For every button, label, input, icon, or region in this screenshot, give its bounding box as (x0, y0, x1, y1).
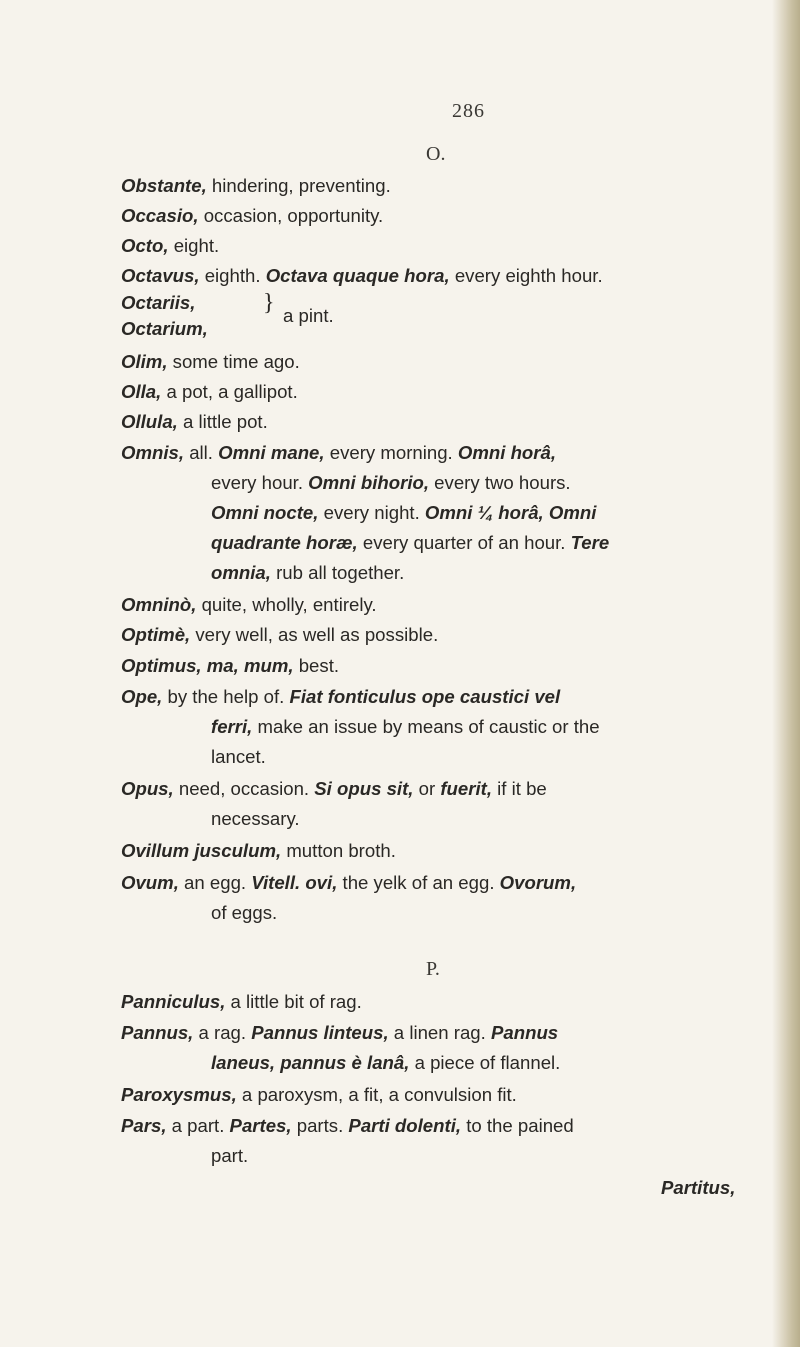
entry-definition: rub all together. (270, 562, 405, 583)
page-number: 286 (452, 100, 485, 122)
entry-definition: some time ago. (167, 351, 300, 372)
entry-term: Omni horâ, (457, 442, 557, 463)
entry-term: Panniculus, (121, 991, 226, 1012)
entry-term: Omni bihorio, (308, 472, 430, 493)
entry-definition: every eighth hour. (449, 265, 603, 286)
entry-definition: every hour. (211, 472, 309, 493)
entry-line (121, 175, 391, 197)
entry-definition: mutton broth. (281, 840, 396, 861)
entry-definition: make an issue by means of caustic or the (252, 716, 600, 737)
entry-line (121, 624, 438, 646)
entry-term: Paroxysmus, (121, 1084, 237, 1105)
entry-term: Partes, (229, 1115, 292, 1136)
entry-term: fuerit, (440, 778, 492, 799)
entry-line (211, 502, 596, 524)
entry-line (211, 746, 266, 768)
entry-definition: eighth. (199, 265, 266, 286)
entry-definition: eight. (168, 235, 220, 256)
entry-term: Omni mane, (218, 442, 325, 463)
entry-line (211, 532, 609, 554)
entry-line (121, 655, 339, 677)
entry-line (121, 235, 219, 257)
entry-term: Pars, (121, 1115, 167, 1136)
entry-term: Octavus, (121, 265, 200, 286)
entry-line (121, 1022, 558, 1044)
entry-definition: necessary. (211, 808, 300, 829)
entry-term: Optimè, (121, 624, 191, 645)
entry-definition: by the help of. (162, 686, 290, 707)
entry-term: Fiat fonticulus ope caustici vel (289, 686, 561, 707)
entry-definition: of eggs. (211, 902, 278, 923)
section-heading-p: P. (426, 958, 440, 980)
entry-term: ferri, (211, 716, 253, 737)
entry-line (211, 1052, 560, 1074)
entry-definition: a paroxysm, a fit, a convulsion fit. (236, 1084, 517, 1105)
entry-term: Ovum, (121, 872, 179, 893)
entry-definition: part. (211, 1145, 249, 1166)
entry-term: Opus, (121, 778, 174, 799)
entry-definition: occasion, opportunity. (198, 205, 384, 226)
entry-term: quadrante horæ, (211, 532, 358, 553)
entry-line (121, 381, 298, 403)
entry-line (211, 902, 277, 924)
entry-line (211, 808, 300, 830)
entry-term: Omninò, (121, 594, 197, 615)
entry-term: Pannus linteus, (251, 1022, 389, 1043)
entry-term: laneus, pannus è lanâ, (211, 1052, 410, 1073)
entry-definition: to the pained (461, 1115, 574, 1136)
entry-term: Ollula, (121, 411, 178, 432)
entry-definition: a piece of flannel. (409, 1052, 561, 1073)
entry-term: Optimus, ma, mum, (121, 655, 294, 676)
entry-term: Octarium, (121, 318, 208, 339)
entry-definition: all. (184, 442, 219, 463)
page-edge (772, 0, 800, 1347)
entry-definition: every quarter of an hour. (357, 532, 571, 553)
entry-term: Ovorum, (499, 872, 577, 893)
entry-term: Octava quaque hora, (265, 265, 450, 286)
entry-term: Olla, (121, 381, 162, 402)
entry-line (121, 265, 603, 287)
entry-definition: every night. (318, 502, 425, 523)
entry-term: omnia, (211, 562, 271, 583)
entry-definition: parts. (291, 1115, 349, 1136)
entry-line (121, 292, 195, 314)
entry-definition: very well, as well as possible. (190, 624, 439, 645)
entry-line (121, 1084, 517, 1106)
entry-line (211, 716, 600, 738)
entry-term: Octo, (121, 235, 169, 256)
entry-term: Vitell. ovi, (251, 872, 338, 893)
entry-definition: an egg. (178, 872, 252, 893)
entry-term: Si opus sit, (314, 778, 414, 799)
entry-definition: hindering, preventing. (206, 175, 391, 196)
entry-definition: a little bit of rag. (225, 991, 362, 1012)
entry-line (121, 778, 547, 800)
entry-term: Parti dolenti, (348, 1115, 462, 1136)
section-heading-o: O. (426, 143, 446, 165)
entry-term: Omni ¼ horâ, Omni (424, 502, 597, 523)
entry-definition: every morning. (324, 442, 458, 463)
entry-term: Olim, (121, 351, 168, 372)
entry-line (121, 318, 208, 340)
entry-line (121, 991, 362, 1013)
entry-line (211, 472, 571, 494)
entry-definition: a pot, a gallipot. (161, 381, 298, 402)
entry-definition: best. (293, 655, 340, 676)
entry-term: Octariis, (121, 292, 196, 313)
entry-definition: a pint. (283, 305, 334, 326)
entry-line (121, 351, 300, 373)
entry-definition: lancet. (211, 746, 266, 767)
entry-term: Obstante, (121, 175, 207, 196)
entry-term: Omni nocte, (211, 502, 319, 523)
entry-definition: if it be (492, 778, 547, 799)
entry-term: Ovillum jusculum, (121, 840, 282, 861)
entry-term: Pannus, (121, 1022, 194, 1043)
entry-definition: quite, wholly, entirely. (196, 594, 377, 615)
entry-line (211, 562, 404, 584)
entry-definition: a little pot. (177, 411, 268, 432)
entry-line (121, 594, 377, 616)
entry-term: Partitus, (661, 1177, 736, 1198)
entry-line (211, 1145, 248, 1167)
entry-definition: the yelk of an egg. (337, 872, 500, 893)
entry-term: Pannus (490, 1022, 559, 1043)
entry-line (121, 1115, 574, 1137)
entry-term: Tere (570, 532, 610, 553)
entry-line (121, 872, 576, 894)
entry-line (121, 205, 383, 227)
entry-definition: or (413, 778, 441, 799)
entry-definition: a rag. (193, 1022, 252, 1043)
entry-term: Occasio, (121, 205, 199, 226)
entry-definition: need, occasion. (173, 778, 315, 799)
entry-line (121, 411, 268, 433)
entry-line (121, 840, 396, 862)
catchword (661, 1177, 735, 1199)
entry-definition: a part. (166, 1115, 230, 1136)
entry-definition: every two hours. (429, 472, 571, 493)
entry-term: Omnis, (121, 442, 185, 463)
entry-term: Ope, (121, 686, 163, 707)
brace: } (263, 290, 275, 316)
entry-line (121, 686, 560, 708)
entry-definition: a linen rag. (388, 1022, 491, 1043)
entry-line (121, 442, 556, 464)
